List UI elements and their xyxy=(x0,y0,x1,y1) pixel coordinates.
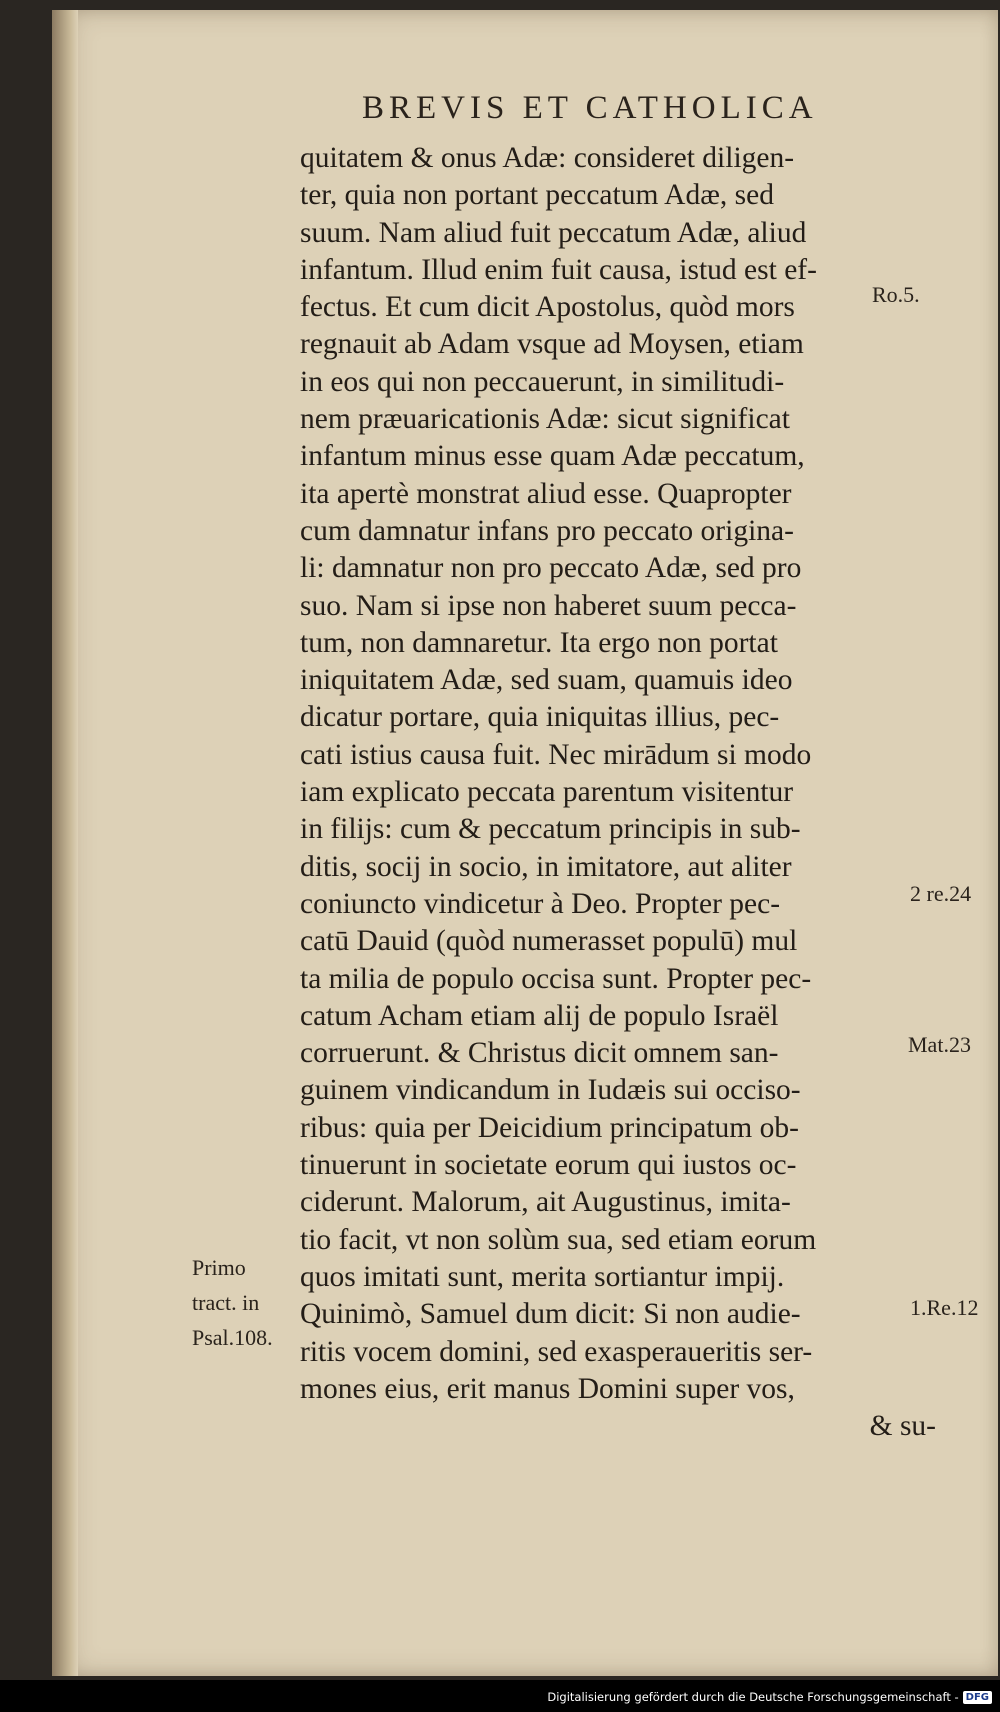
text-line: coniuncto vindicetur à Deo. Propter pec- xyxy=(300,887,781,920)
book-page xyxy=(52,10,998,1676)
margin-note-right: Mat.23 xyxy=(908,1032,971,1057)
text-line: corruerunt. & Christus dicit omnem san- xyxy=(300,1037,779,1070)
text-line: mones eius, erit manus Domini super vos, xyxy=(300,1372,795,1405)
page-gutter xyxy=(52,10,78,1676)
text-line: ciderunt. Malorum, ait Augustinus, imita- xyxy=(300,1186,791,1219)
text-line: ditis, socij in socio, in imitatore, aut aliter xyxy=(300,850,792,883)
margin-note-right: Ro.5. xyxy=(872,282,920,307)
footer-bar xyxy=(0,1688,1000,1712)
text-line: dicatur portare, quia iniquitas illius, pec- xyxy=(300,701,780,734)
text-line: ta milia de populo occisa sunt. Propter pec- xyxy=(300,962,812,995)
margin-note-left-line: tract. in xyxy=(192,1290,260,1315)
text-line: ita apertè monstrat aliud esse. Quapropter xyxy=(300,477,792,510)
text-line: in eos qui non peccauerunt, in similitudi- xyxy=(300,365,785,398)
text-line: Quinimò, Samuel dum dicit: Si non audie- xyxy=(300,1298,801,1331)
text-line: infantum minus esse quam Adæ peccatum, xyxy=(300,440,805,473)
margin-note-left xyxy=(192,1250,273,1355)
text-line: regnauit ab Adam vsque ad Moysen, etiam xyxy=(300,328,804,361)
text-line: ritis vocem domini, sed exasperaueritis ser- xyxy=(300,1335,813,1368)
text-line: tio facit, vt non solùm sua, sed etiam eorum xyxy=(300,1223,817,1256)
text-line: tum, non damnaretur. Ita ergo non portat xyxy=(300,626,778,659)
text-line: suum. Nam aliud fuit peccatum Adæ, aliud xyxy=(300,216,807,249)
text-line: nem præuaricationis Adæ: sicut significat xyxy=(300,403,790,436)
text-line: catū Dauid (quòd numerasset populū) mul xyxy=(300,925,798,958)
text-line: fectus. Et cum dicit Apostolus, quòd mors xyxy=(300,291,795,324)
text-line: catum Acham etiam alij de populo Israël xyxy=(300,999,779,1032)
text-line: quos imitati sunt, merita sortiantur impij. xyxy=(300,1260,785,1293)
margin-note-left-line: Primo xyxy=(192,1255,246,1280)
footer-credit-text: Digitalisierung gefördert durch die Deutsche Forschungsgemeinschaft - xyxy=(547,1690,959,1704)
text-line: cum damnatur infans pro peccato origina- xyxy=(300,514,794,547)
text-line: suo. Nam si ipse non haberet suum pecca- xyxy=(300,589,797,622)
catchword: & su- xyxy=(869,1410,936,1443)
margin-note-right: 2 re.24 xyxy=(910,881,972,906)
text-line: ter, quia non portant peccatum Adæ, sed xyxy=(300,179,774,212)
text-line: iam explicato peccata parentum visitentur xyxy=(300,776,794,809)
footer-credit xyxy=(547,1690,992,1704)
text-line: ribus: quia per Deicidium principatum ob- xyxy=(300,1111,799,1144)
text-line: tinuerunt in societate eorum qui iustos oc- xyxy=(300,1149,797,1182)
margin-note-left-line: Psal.108. xyxy=(192,1325,273,1350)
text-line: infantum. Illud enim fuit causa, istud est ef- xyxy=(300,253,817,286)
text-line: li: damnatur non pro peccato Adæ, sed pro xyxy=(300,552,802,585)
main-text-block xyxy=(300,140,940,1445)
text-line: quitatem & onus Adæ: consideret diligen- xyxy=(300,142,795,174)
margin-note-right: 1.Re.12 xyxy=(910,1295,979,1320)
text-line: cati istius causa fuit. Nec mirādum si modo xyxy=(300,738,812,771)
text-line: iniquitatem Adæ, sed suam, quamuis ideo xyxy=(300,664,793,697)
running-header: BREVIS ET CATHOLICA xyxy=(362,90,818,126)
dfg-logo-icon: DFG xyxy=(963,1691,992,1704)
text-line: guinem vindicandum in Iudæis sui occiso- xyxy=(300,1074,801,1107)
text-line: in filijs: cum & peccatum principis in sub- xyxy=(300,813,801,846)
